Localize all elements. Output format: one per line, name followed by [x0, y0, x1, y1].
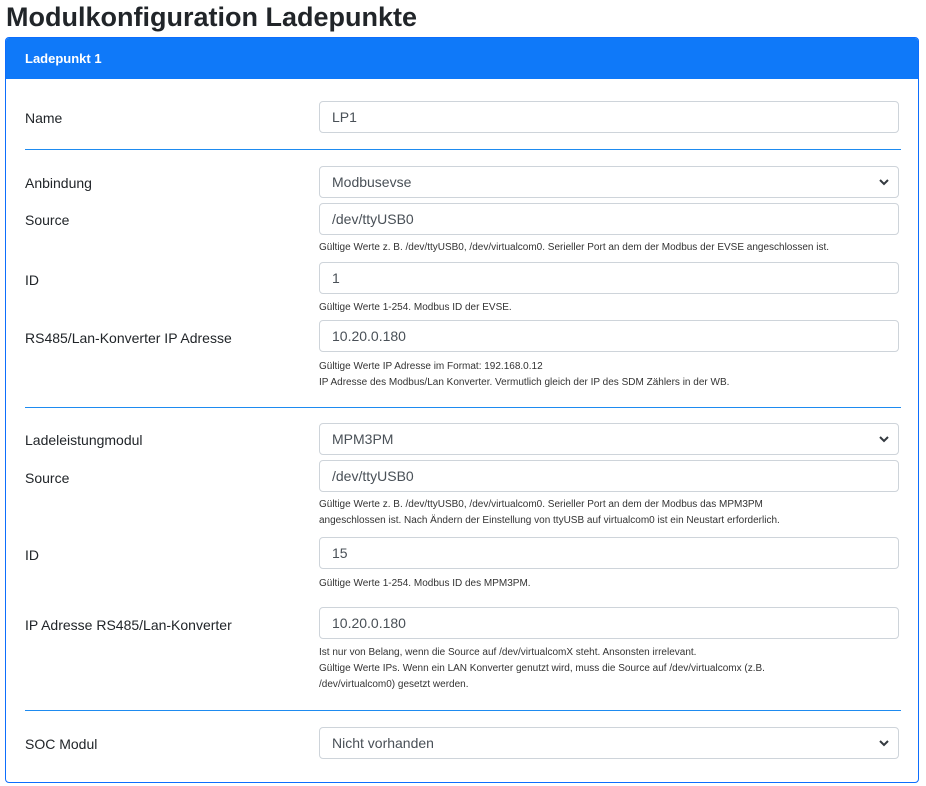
id-help: Gültige Werte 1-254. Modbus ID des MPM3PM.: [319, 578, 531, 589]
chevron-down-icon: [878, 176, 890, 188]
ip-rs485-help: Ist nur von Belang, wenn die Source auf /dev/virtualcomX steht. Ansonsten irrelevant. Gültige Werte IPs. Wenn ein LAN Konverter genutzt wird, muss die Source auf /dev/virtualcomx (z.B. /dev/virtualcom0) gesetzt werden.: [319, 647, 765, 690]
source-help: Gültige Werte z. B. /dev/ttyUSB0, /dev/virtualcom0. Serieller Port an dem der Modbus der EVSE angeschlossen ist.: [319, 242, 830, 253]
source-label: Source: [25, 470, 70, 486]
rs485-ip-help: Gültige Werte IP Adresse im Format: 192.168.0.12 IP Adresse des Modbus/Lan Konverter. Vermutlich gleich der IP des SDM Zählers in der WB.: [319, 361, 730, 388]
page-title: Modulkonfiguration Ladepunkte: [6, 2, 417, 32]
ladeleistung-select-value: MPM3PM: [332, 431, 394, 447]
ip-rs485-input[interactable]: 10.20.0.180: [319, 607, 899, 639]
anbindung-label: Anbindung: [25, 175, 92, 191]
source-input[interactable]: /dev/ttyUSB0: [319, 203, 899, 235]
soc-select[interactable]: [319, 727, 899, 759]
ip-rs485-label: IP Adresse RS485/Lan-Konverter: [25, 617, 232, 633]
chevron-down-icon: [878, 433, 890, 445]
separator: [25, 149, 901, 150]
separator: [25, 407, 901, 408]
anbindung-select[interactable]: [319, 166, 899, 198]
source-help: Gültige Werte z. B. /dev/ttyUSB0, /dev/virtualcom0. Serieller Port an dem der Modbus das MPM3PM angeschlossen ist. Nach Ändern der Einstellung von ttyUSB auf virtualcom0 ist ein Neustart erforderlich.: [319, 499, 780, 526]
source-label: Source: [25, 212, 70, 228]
ladeleistung-select[interactable]: [319, 423, 899, 455]
ladepunkt-card: [5, 37, 919, 783]
soc-label: SOC Modul: [25, 736, 98, 752]
name-input[interactable]: LP1: [319, 101, 899, 133]
id-input[interactable]: 1: [319, 262, 899, 294]
name-label: Name: [25, 110, 63, 126]
id-label: ID: [25, 272, 39, 288]
rs485-ip-label: RS485/Lan-Konverter IP Adresse: [25, 330, 232, 346]
card-header: Ladepunkt 1: [6, 38, 918, 79]
id-label: ID: [25, 547, 39, 563]
separator: [25, 710, 901, 711]
id-input[interactable]: 15: [319, 537, 899, 569]
anbindung-select-value: Modbusevse: [332, 174, 412, 190]
id-help: Gültige Werte 1-254. Modbus ID der EVSE.: [319, 302, 512, 313]
chevron-down-icon: [878, 737, 890, 749]
soc-select-value: Nicht vorhanden: [332, 735, 434, 751]
source-input[interactable]: /dev/ttyUSB0: [319, 460, 899, 492]
rs485-ip-input[interactable]: 10.20.0.180: [319, 320, 899, 352]
ladeleistung-label: Ladeleistungmodul: [25, 432, 143, 448]
